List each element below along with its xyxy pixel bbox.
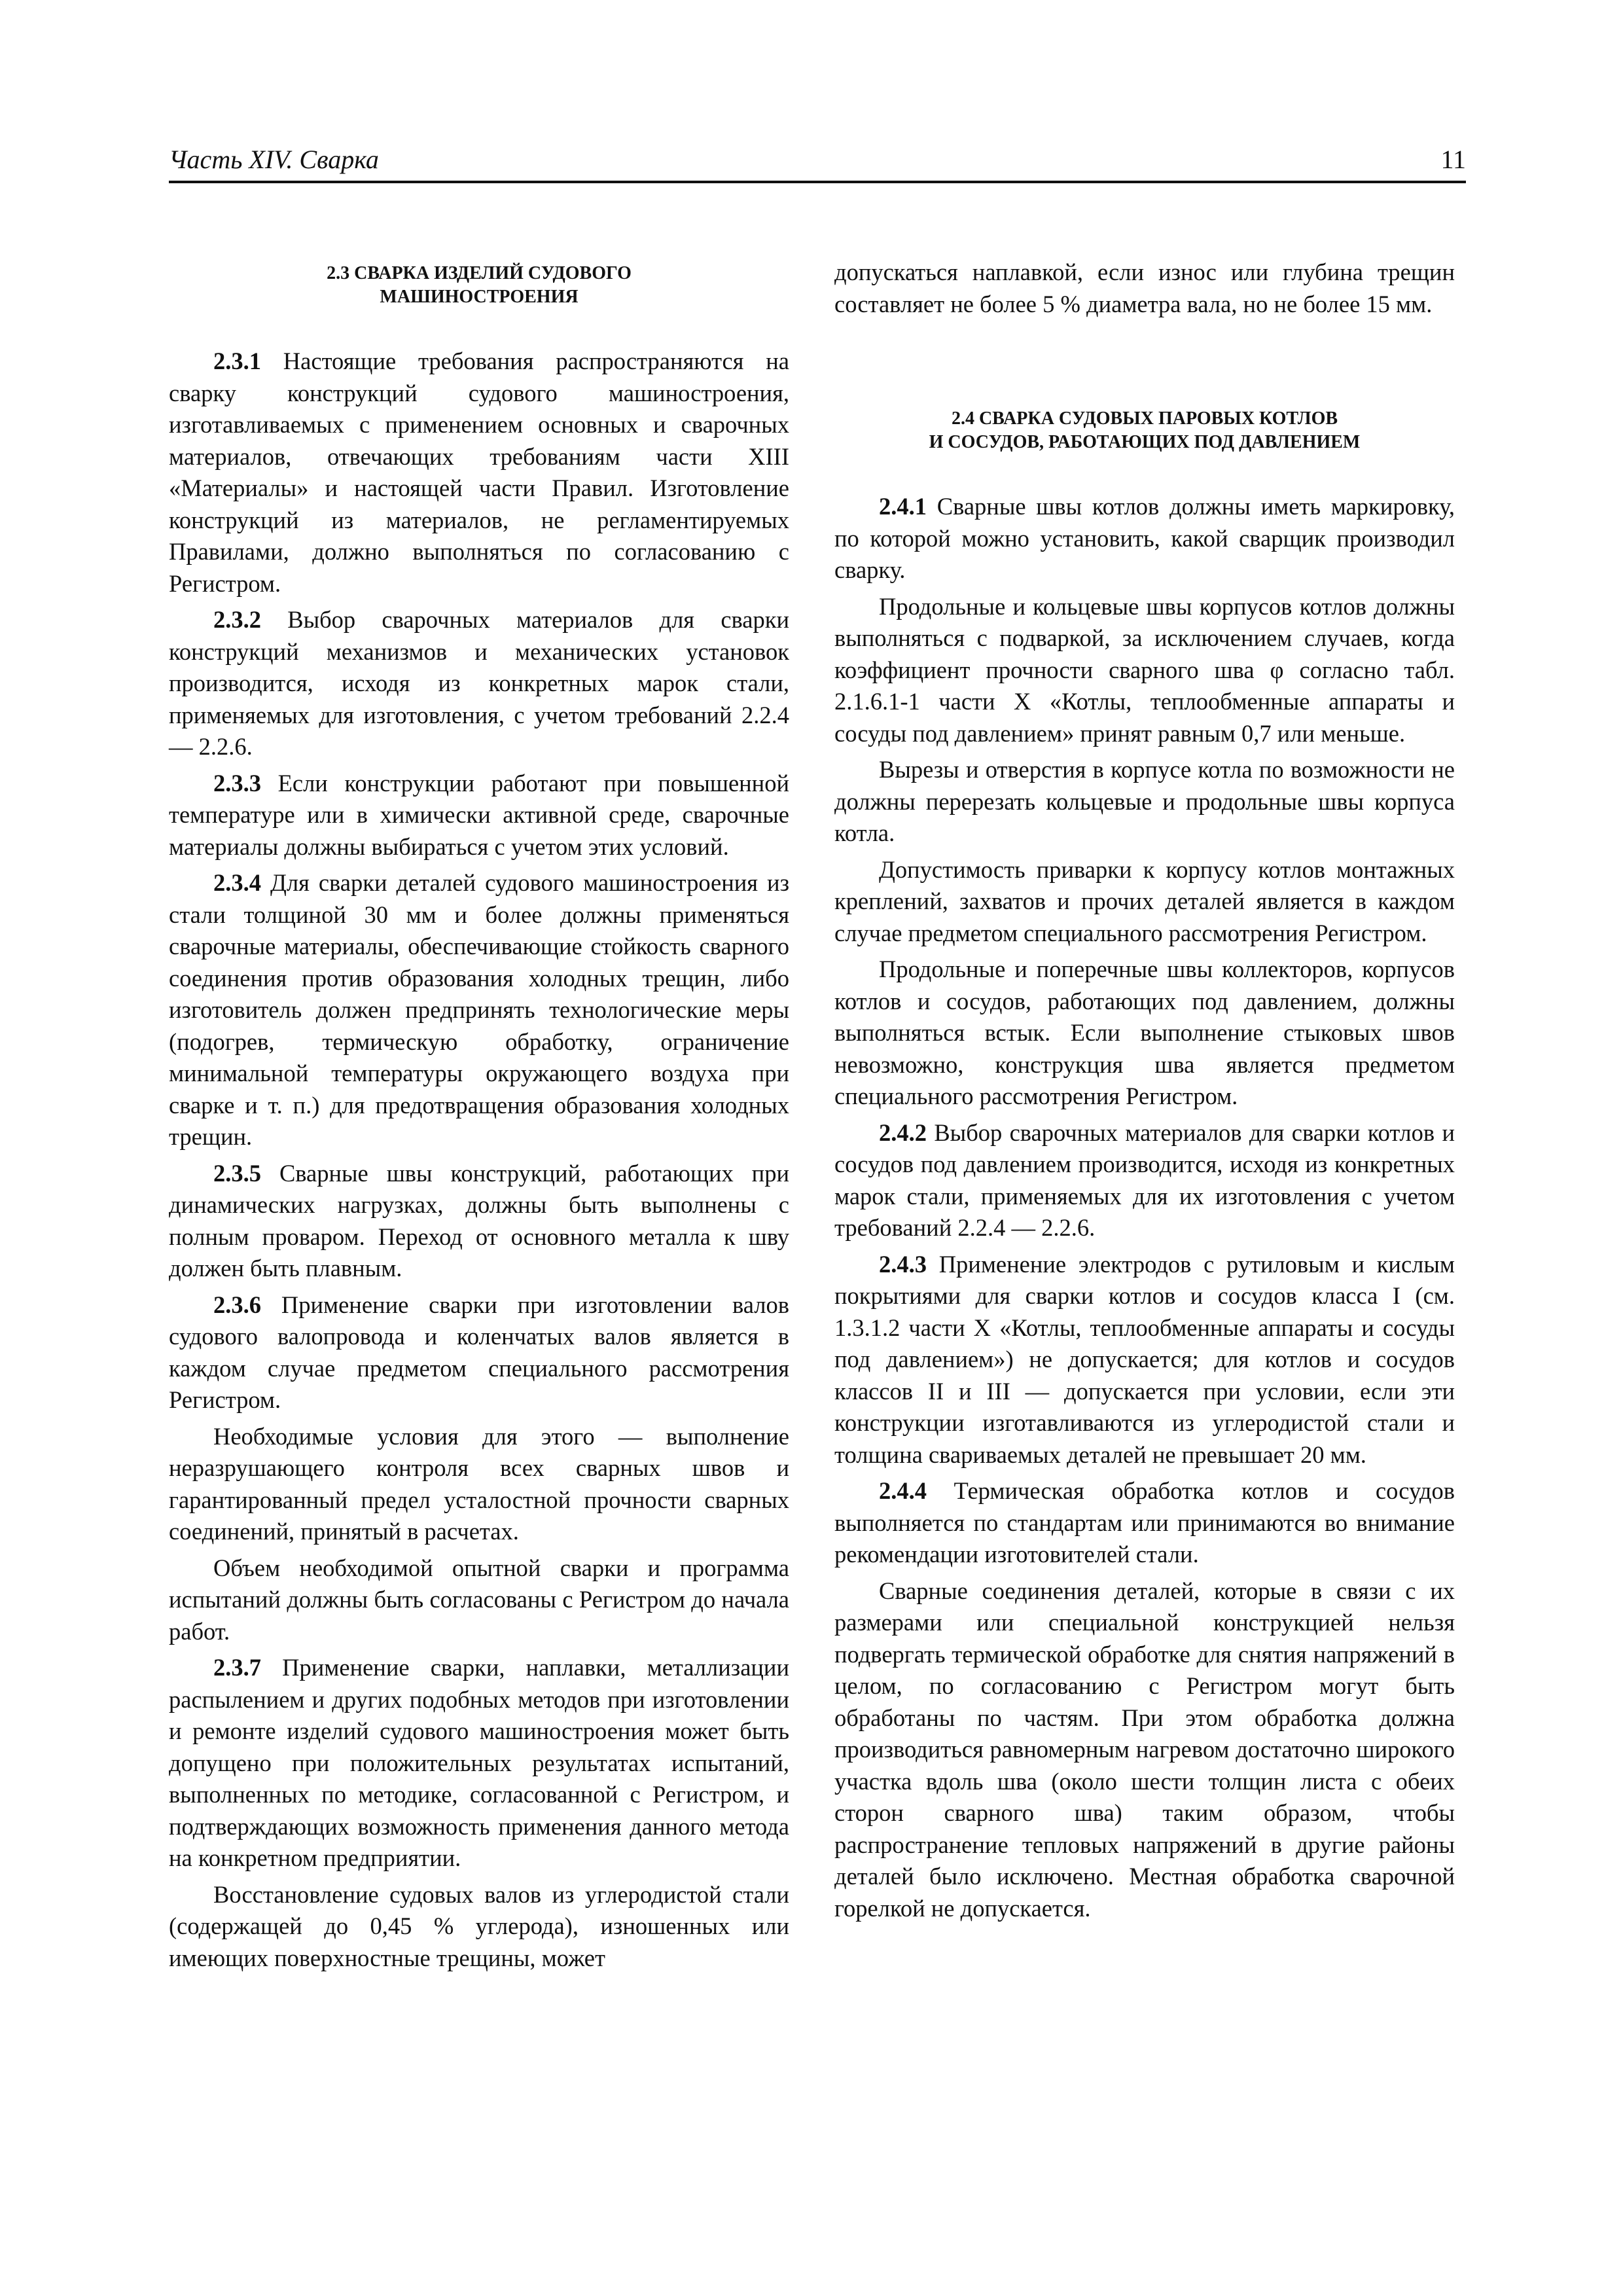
heading-line: 2.3 СВАРКА ИЗДЕЛИЙ СУДОВОГО: [327, 263, 632, 283]
right-column: [834, 257, 1455, 1929]
paragraph-text: Сварные швы конструкций, работающих при динамических нагрузках, должны быть выполнены с полным проваром. Переход от основного металла к шву должен быть плавным.: [169, 1159, 789, 1282]
paragraph-heat-treatment-parts: Сварные соединения деталей, которые в связи с их размерами или специальной конструкцией нельзя подвергать термической обработке для снятия напряжений в целом, по согласованию с Регистром могут быть обработаны по частям. При этом обработка должна производиться равномерным нагревом достаточно широкого участка вдоль шва (около шести толщин листа с обеих сторон сварного шва) таким образом, чтобы распространение тепловых напряжений в другие районы деталей было исключено. Местная обработка сварочной горелкой не допускается.: [834, 1577, 1455, 1922]
paragraph-text: Выбор сварочных материалов для сварки конструкций механизмов и механических установок производится, исходя из конкретных марок стали, применяемых для изготовления, с учетом требований 2.2.4 — 2.2.6.: [169, 606, 789, 760]
paragraph-2-3-4: [169, 867, 789, 1153]
paragraph-attachments: Допустимость приварки к корпусу котлов монтажных креплений, захватов и прочих деталей является в каждом случае предметом специального рассмотрения Регистром.: [834, 855, 1455, 946]
clause-number: 2.4.4: [879, 1477, 927, 1504]
clause-number: 2.3.6: [213, 1291, 261, 1318]
paragraph-2-4-3: [834, 1249, 1455, 1471]
paragraph-text: Применение сварки, наплавки, металлизации распылением и других подобных методов при изготовлении и ремонте изделий судового машиностроения может быть допущено при положительных результатах испытаний, выполненных по методике, согласованной с Регистром, и подтверждающих возможность применения данного метода на конкретном предприятии.: [169, 1654, 789, 1871]
paragraph-text: Для сварки деталей судового машиностроения из стали толщиной 30 мм и более должны применяться сварочные материалы, обеспечивающие стойкость сварного соединения против образования холодных трещин, либо изготовитель должен предпринять технологические меры (подогрев, термическую обработку, ограничение минимальной температуры окружающего воздуха при сварке и т. п.) для предотвращения образования холодных трещин.: [169, 869, 789, 1150]
paragraph-text: Если конструкции работают при повышенной температуре или в химически активной среде, сварочные материалы должны выбираться с учетом этих условий.: [169, 769, 789, 860]
paragraph-2-4-2: [834, 1117, 1455, 1244]
paragraph-2-3-1: [169, 346, 789, 600]
paragraph-conditions: Необходимые условия для этого — выполнение неразрушающего контроля всех сварных швов и гарантированный предел усталостной прочности сварных соединений, принятый в расчетах.: [169, 1422, 789, 1545]
clause-number: 2.3.5: [213, 1159, 261, 1187]
clause-number: 2.3.2: [213, 606, 261, 633]
clause-number: 2.3.7: [213, 1654, 261, 1681]
paragraph-text: Применение электродов с рутиловым и кислым покрытиями для сварки котлов и сосудов класса I (см. 1.3.1.2 части X «Котлы, теплообменные аппараты и сосуды под давлением») не допускается; для котлов и сосудов классов II и III — допускается при условии, если эти конструкции изготавливаются из углеродистой стали и толщина свариваемых деталей не превышает 20 мм.: [834, 1250, 1455, 1468]
paragraph-2-3-5: [169, 1158, 789, 1285]
paragraph-text: Термическая обработка котлов и сосудов выполняется по стандартам или принимаются во внимание рекомендации изготовителей стали.: [834, 1477, 1455, 1568]
heading-line: 2.4 СВАРКА СУДОВЫХ ПАРОВЫХ КОТЛОВ: [951, 408, 1338, 429]
paragraph-text: Сварные швы котлов должны иметь маркировку, по которой можно установить, какой сварщик производил сварку.: [834, 493, 1455, 583]
clause-number: 2.4.3: [879, 1250, 927, 1278]
clause-number: 2.3.1: [213, 348, 261, 374]
paragraph-test-scope: Объем необходимой опытной сварки и программа испытаний должны быть согласованы с Регистром до начала работ.: [169, 1554, 789, 1645]
paragraph-cutouts: Вырезы и отверстия в корпусе котла по возможности не должны перерезать кольцевые и продольные швы корпуса котла.: [834, 756, 1455, 846]
paragraph-2-4-1: [834, 491, 1455, 586]
paragraph-butt-welds: Продольные и поперечные швы коллекторов, корпусов котлов и сосудов, работающих под давлением, должны выполняться встык. Если выполнение стыковых швов невозможно, конструкция шва является предметом специального рассмотрения Регистром.: [834, 956, 1455, 1109]
section-heading-2-3: [169, 262, 789, 309]
clause-number: 2.3.4: [213, 869, 261, 896]
paragraph-continuation: допускаться наплавкой, если износ или глубина трещин составляет не более 5 % диаметра вала, но не более 15 мм.: [834, 259, 1455, 317]
heading-line: МАШИНОСТРОЕНИЯ: [380, 287, 579, 307]
left-column: [169, 257, 789, 1979]
section-heading-2-4: [834, 407, 1455, 454]
paragraph-2-3-3: [169, 768, 789, 863]
page-number: 11: [1440, 145, 1466, 174]
paragraph-text: Применение сварки при изготовлении валов судового валопровода и коленчатых валов является в каждом случае предметом специального рассмотрения Регистром.: [169, 1291, 789, 1413]
paragraph-2-3-6: [169, 1289, 789, 1416]
paragraph-text: Выбор сварочных материалов для сварки котлов и сосудов под давлением производится, исходя из конкретных марок стали, применяемых для их изготовления с учетом требований 2.2.4 — 2.2.6.: [834, 1119, 1455, 1241]
paragraph-text: Настоящие требования распространяются на сварку конструкций судового машиностроения, изготавливаемых с применением основных и сварочных материалов, отвечающих требованиям части XIII «Материалы» и настоящей части Правил. Изготовление конструкций из материалов, не регламентируемых Правилами, должно выполняться по согласованию с Регистром.: [169, 348, 789, 597]
paragraph-2-3-7: [169, 1652, 789, 1874]
running-title: Часть XIV. Сварка: [169, 145, 379, 174]
section-spacer: [834, 325, 1455, 402]
paragraph-2-4-4: [834, 1475, 1455, 1571]
paragraph-shaft-restoration: Восстановление судовых валов из углеродистой стали (содержащей до 0,45 % углерода), изношенных или имеющих поверхностные трещины, может: [169, 1880, 789, 1971]
paragraph-2-3-2: [169, 604, 789, 763]
heading-line: И СОСУДОВ, РАБОТАЮЩИХ ПОД ДАВЛЕНИЕМ: [929, 432, 1361, 452]
page-header: [169, 144, 1466, 183]
clause-number: 2.3.3: [213, 769, 261, 797]
clause-number: 2.4.1: [879, 493, 927, 520]
paragraph-longitudinal-seams: Продольные и кольцевые швы корпусов котлов должны выполняться с подваркой, за исключением случаев, когда коэффициент прочности сварного шва φ согласно табл. 2.1.6.1-1 части X «Котлы, теплообменные аппараты и сосуды под давлением» принят равным 0,7 или меньше.: [834, 592, 1455, 747]
clause-number: 2.4.2: [879, 1119, 927, 1146]
